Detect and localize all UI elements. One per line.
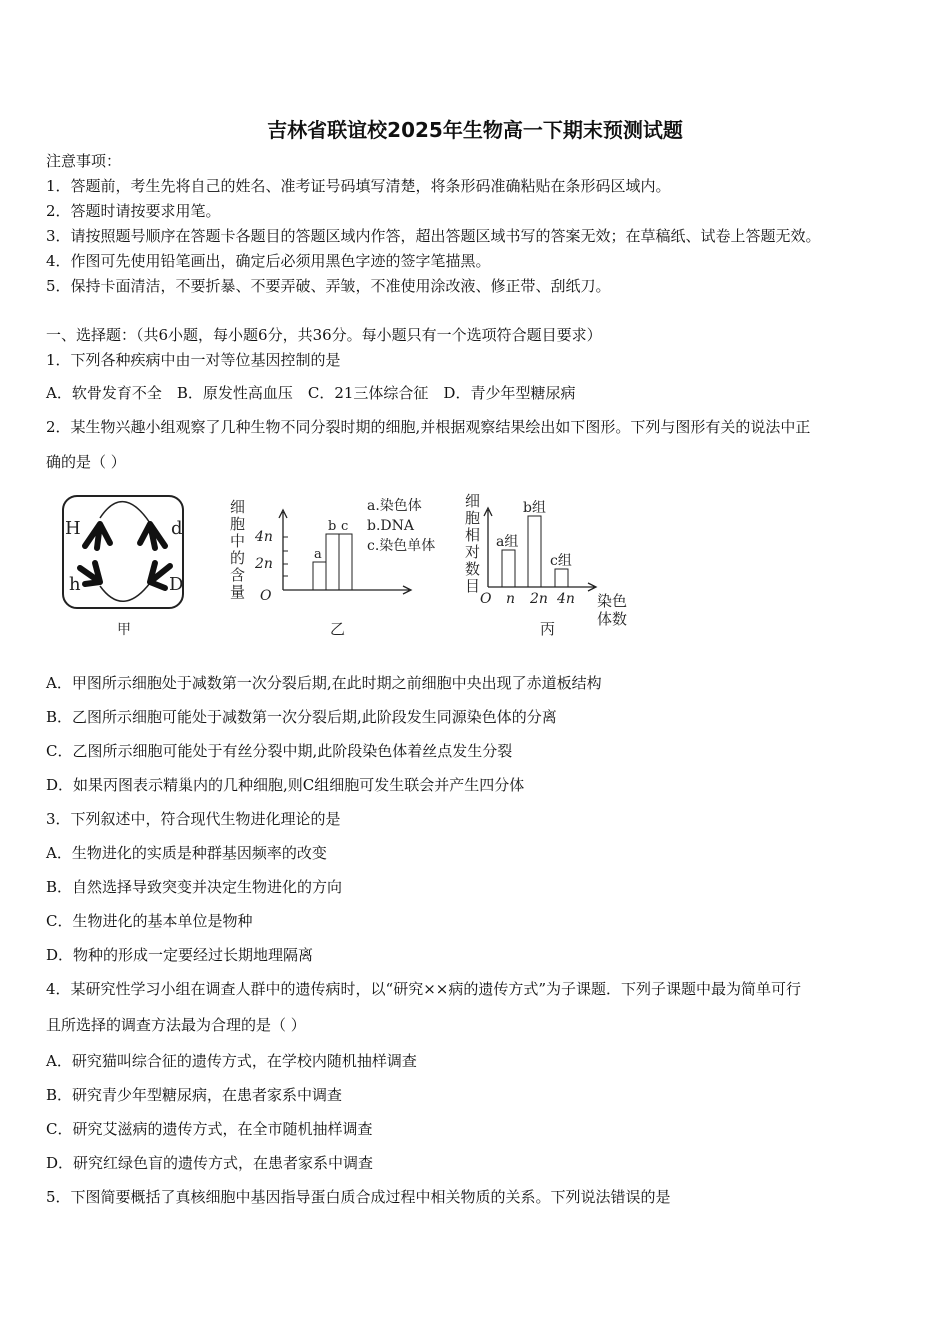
question-4-option-c: C．研究艾滋病的遗传方式，在全市随机抽样调查 [46,1120,373,1138]
question-3-option-b: B．自然选择导致突变并决定生物进化的方向 [46,878,343,896]
question-1-options: A．软骨发育不全 B．原发性高血压 C．21三体综合征 D．青少年型糖尿病 [46,384,576,402]
bar-a [313,562,326,590]
figure-yi [230,497,435,638]
question-4-option-b: B．研究青少年型糖尿病，在患者家系中调查 [46,1086,343,1104]
notice-item: 4．作图可先使用铅笔画出，确定后必须用黑色字迹的签字笔描黑。 [46,252,491,270]
bar-c [339,534,352,590]
page-title: 吉林省联谊校2025年生物高一下期末预测试题 [267,118,683,142]
notice-item: 1．答题前，考生先将自己的姓名、准考证号码填写清楚，将条形码准确粘贴在条形码区域内。 [46,177,671,195]
question-1-stem: 1．下列各种疾病中由一对等位基因控制的是 [46,351,341,369]
question-2-figure [55,488,655,643]
axis-label: 细 [230,498,246,516]
tick-label: 4n [557,591,575,607]
bar-a [502,550,515,587]
question-3-option-a: A．生物进化的实质是种群基因频率的改变 [46,844,327,862]
axis-label: 的 [230,549,246,567]
question-2-option-a: A．甲图所示细胞处于减数第一次分裂后期,在此时期之前细胞中央出现了赤道板结构 [46,674,602,692]
question-4-stem: 4．某研究性学习小组在调查人群中的遗传病时，以“研究××病的遗传方式”为子课题．下列子课题中最为简单可行 [46,980,802,998]
axis-label: 对 [465,543,481,561]
question-2-option-c: C．乙图所示细胞可能处于有丝分裂中期,此阶段染色体着丝点发生分裂 [46,742,513,760]
notice-item: 2．答题时请按要求用笔。 [46,202,221,220]
question-4-stem-cont: 且所选择的调查方法最为合理的是（ ） [46,1016,306,1034]
section-heading: 一、选择题：（共6小题，每小题6分，共36分。每小题只有一个选项符合题目要求） [46,326,602,344]
axis-label: 量 [230,583,246,601]
tick-label: 4n [255,529,273,545]
axis-label: 体数 [597,610,628,628]
question-3-option-d: D．物种的形成一定要经过长期地理隔离 [46,946,314,964]
bar-b [326,534,339,590]
question-3-stem: 3．下列叙述中，符合现代生物进化理论的是 [46,810,341,828]
origin-label: O [260,588,272,604]
notice-heading: 注意事项： [46,152,122,170]
question-2-option-d: D．如果丙图表示精巢内的几种细胞,则C组细胞可发生联会并产生四分体 [46,776,525,794]
axis-label: 数 [465,560,481,578]
axis-label: 目 [465,577,481,595]
question-4-option-a: A．研究猫叫综合征的遗传方式，在学校内随机抽样调查 [46,1052,417,1070]
question-5-stem: 5．下图简要概括了真核细胞中基因指导蛋白质合成过程中相关物质的关系。下列说法错误的是 [46,1188,671,1206]
bar-label: a [314,547,322,562]
figure-caption: 甲 [117,622,131,638]
question-2-stem: 2．某生物兴趣小组观察了几种生物不同分裂时期的细胞,并根据观察结果绘出如下图形。下列与图形有关的说法中正 [46,418,811,436]
axis-label: 中 [230,532,246,550]
tick-label: 2n [530,591,548,607]
bar-label: c组 [550,553,572,569]
bar-label: a组 [496,534,519,550]
question-2-option-b: B．乙图所示细胞可能处于减数第一次分裂后期,此阶段发生同源染色体的分离 [46,708,557,726]
axis-label: 胞 [230,515,246,533]
question-2-stem-cont: 确的是（ ） [46,453,126,471]
notice-item: 3．请按照题号顺序在答题卡各题目的答题区域内作答，超出答题区域书写的答案无效；在草稿纸、试卷上答题无效。 [46,227,821,245]
axis-label: 含 [230,566,246,584]
question-3-option-c: C．生物进化的基本单位是物种 [46,912,253,930]
axis-label: 染色 [597,592,628,610]
bar-label: c [341,519,349,534]
legend-item: b.DNA [367,518,414,534]
question-4-option-d: D．研究红绿色盲的遗传方式，在患者家系中调查 [46,1154,374,1172]
gene-label: D [169,574,184,595]
bar-label: b组 [523,500,546,516]
origin-label: O [480,591,492,607]
bar-c [555,569,568,587]
tick-label: n [506,591,516,607]
gene-label: d [171,518,183,539]
figure-jia [63,496,183,638]
bar-b [528,516,541,587]
axis-label: 胞 [465,509,481,527]
tick-label: 2n [255,556,273,572]
figure-caption: 乙 [330,620,346,638]
legend-item: c.染色单体 [367,538,436,554]
gene-label: h [69,574,81,595]
bar-label: b [328,519,337,534]
notice-item: 5．保持卡面清洁，不要折暴、不要弄破、弄皱，不准使用涂改液、修正带、刮纸刀。 [46,277,611,295]
legend-item: a.染色体 [367,498,422,514]
axis-label: 细 [465,492,481,510]
figure-caption: 丙 [540,620,556,638]
axis-label: 相 [465,526,481,544]
figure-bing [465,492,627,638]
gene-label: H [65,518,81,539]
